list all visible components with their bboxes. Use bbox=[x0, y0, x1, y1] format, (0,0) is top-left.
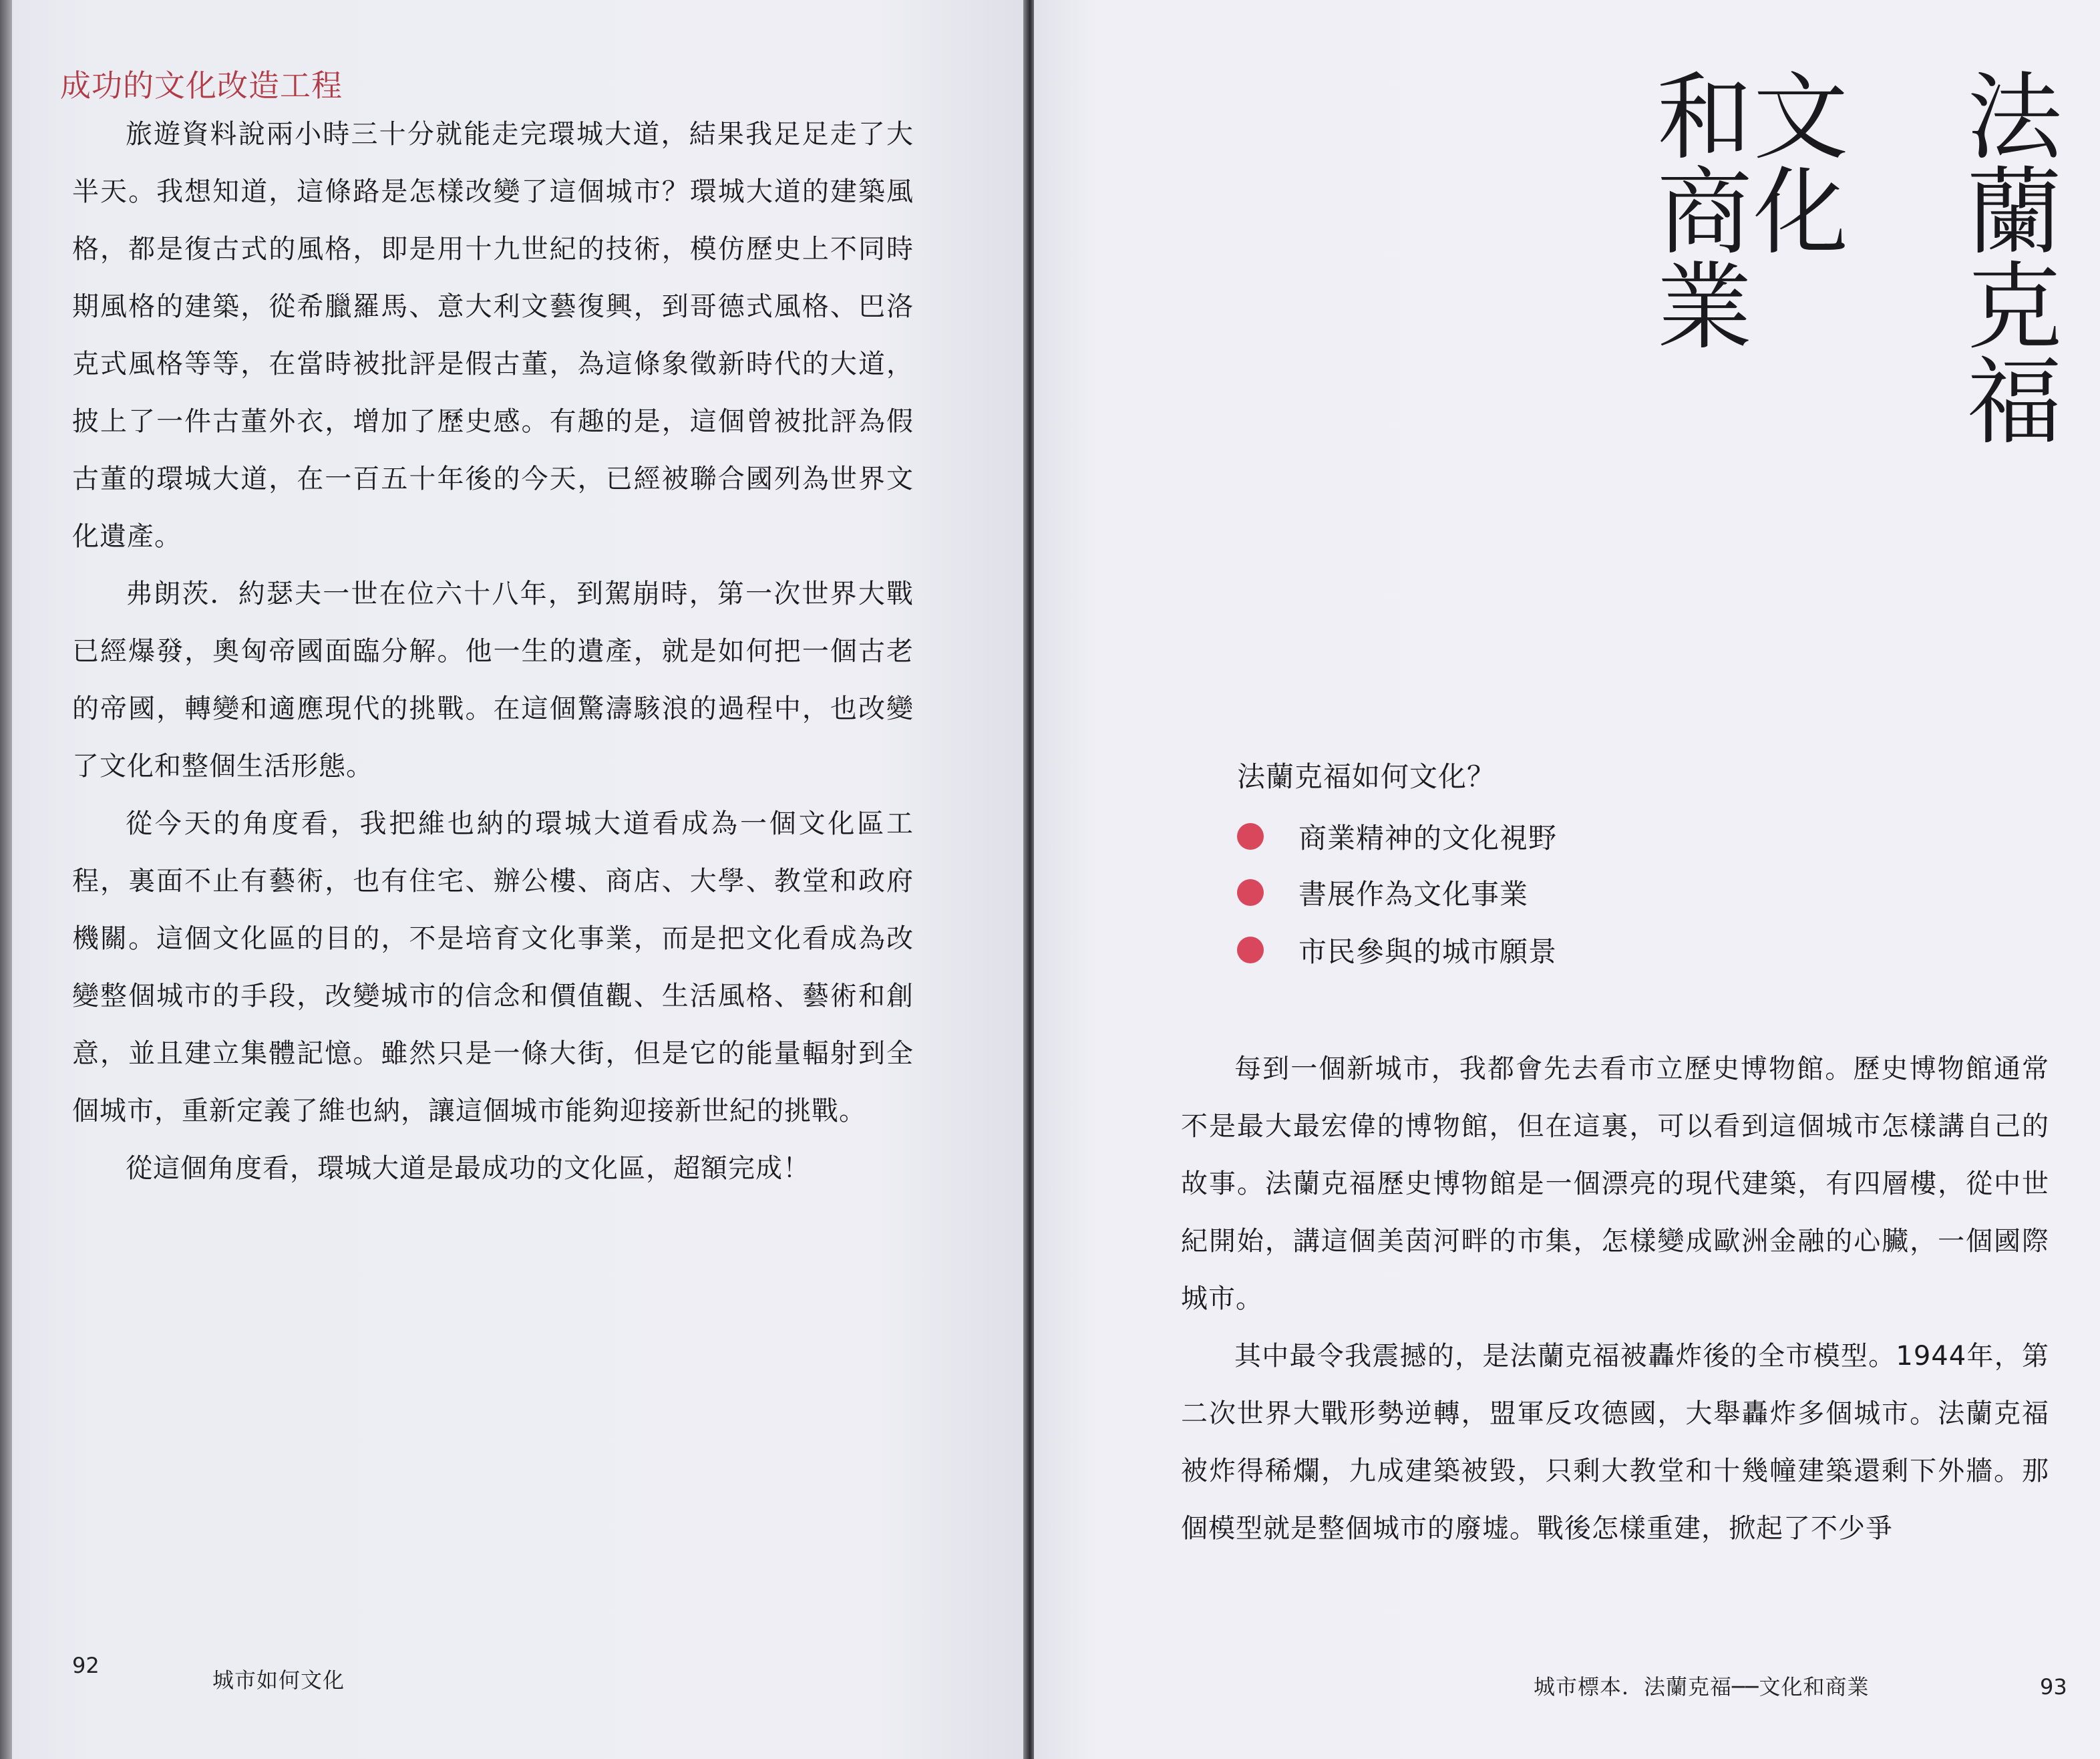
paragraph: 從這個角度看，環城大道是最成功的文化區，超額完成！ bbox=[126, 1153, 810, 1184]
toc-item-label: 書展作為文化事業 bbox=[1298, 878, 1529, 911]
toc-item bbox=[1237, 872, 1528, 913]
chapter-title-column: 文化 bbox=[1737, 67, 1848, 257]
chapter-title-column: 和商業 bbox=[1641, 67, 1751, 351]
left-body-text bbox=[72, 106, 914, 1197]
right-body-text bbox=[1181, 1040, 2049, 1557]
chapter-title-column: 法蘭克福 bbox=[1951, 67, 2061, 446]
toc-item bbox=[1237, 930, 1557, 970]
toc-heading: 法蘭克福如何文化？ bbox=[1237, 760, 1496, 793]
page-number: 93 bbox=[2040, 1674, 2067, 1700]
paragraph: 從今天的角度看，我把維也納的環城大道看成為一個文化區工程，裏面不止有藝術，也有住宅、辦公樓、商店、大學、教堂和政府機關。這個文化區的目的，不是培育文化事業，而是把文化看成為改變整個城市的手段，改變城市的信念和價值觀、生活風格、藝術和創意，並且建立集體記憶。雖然只是一條大街，但是它的能量輻射到全個城市，重新定義了維也納，讓這個城市能夠迎接新世紀的挑戰。 bbox=[72, 808, 914, 1126]
paragraph: 旅遊資料說兩小時三十分就能走完環城大道，結果我足足走了大半天。我想知道，這條路是怎樣改變了這個城市？環城大道的建築風格，都是復古式的風格，即是用十九世紀的技術，模仿歷史上不同時期風格的建築，從希臘羅馬、意大利文藝復興，到哥德式風格、巴洛克式風格等等，在當時被批評是假古董，為這條象徵新時代的大道，披上了一件古董外衣，增加了歷史感。有趣的是，這個曾被批評為假古董的環城大道，在一百五十年後的今天，已經被聯合國列為世界文化遺產。 bbox=[72, 119, 914, 552]
toc-item-label: 市民參與的城市願景 bbox=[1298, 935, 1558, 968]
running-head: 城市如何文化 bbox=[212, 1667, 345, 1693]
bullet-dot-icon bbox=[1237, 879, 1264, 906]
bullet-dot-icon bbox=[1237, 823, 1264, 850]
paragraph: 其中最令我震撼的，是法蘭克福被轟炸後的全市模型。1944年，第二次世界大戰形勢逆轉，盟軍反攻德國，大舉轟炸多個城市。法蘭克福被炸得稀爛，九成建築被毀，只剩大教堂和十幾幢建築還剩下外牆。那個模型就是整個城市的廢墟。戰後怎樣重建，掀起了不少爭 bbox=[1181, 1341, 2049, 1544]
section-heading: 成功的文化改造工程 bbox=[60, 67, 343, 104]
toc-item-label: 商業精神的文化視野 bbox=[1298, 822, 1558, 854]
paragraph: 弗朗茨．約瑟夫一世在位六十八年，到駕崩時，第一次世界大戰已經爆發，奧匈帝國面臨分解。他一生的遺產，就是如何把一個古老的帝國，轉變和適應現代的挑戰。在這個驚濤駭浪的過程中，也改變了文化和整個生活形態。 bbox=[72, 579, 914, 782]
paragraph: 每到一個新城市，我都會先去看市立歷史博物館。歷史博物館通常不是最大最宏偉的博物館，但在這裏，可以看到這個城市怎樣講自己的故事。法蘭克福歷史博物館是一個漂亮的現代建築，有四層樓，從中世紀開始，講這個美茵河畔的市集，怎樣變成歐洲金融的心臟，一個國際城市。 bbox=[1181, 1054, 2049, 1314]
toc-item bbox=[1237, 816, 1557, 856]
page-number: 92 bbox=[72, 1653, 100, 1678]
bullet-dot-icon bbox=[1237, 937, 1264, 963]
running-head: 城市標本．法蘭克福──文化和商業 bbox=[1534, 1674, 1870, 1700]
